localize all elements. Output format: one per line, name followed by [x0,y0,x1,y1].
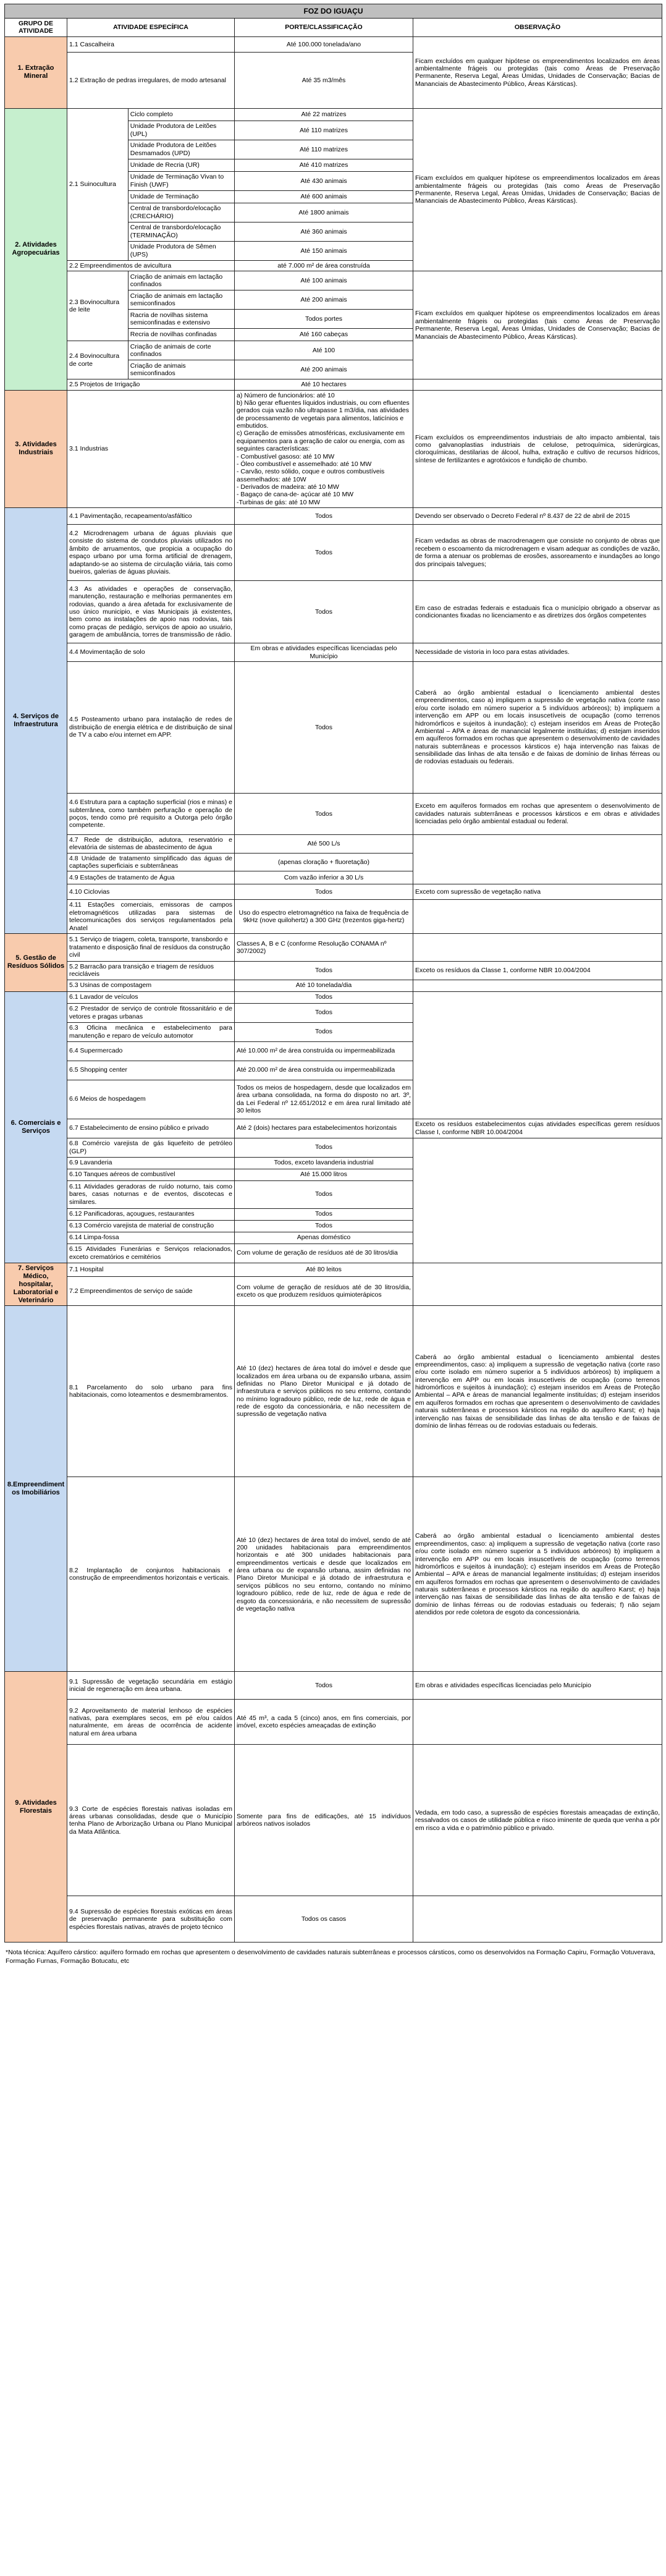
size-cell: Todos os casos [235,1896,413,1943]
activity-cell: 9.4 Supressão de espécies florestais exóticas em áreas de preservação permanente para substituição com espécies florestais nativas, através de projeto técnico [67,1896,235,1943]
size-line: b) Não gerar efluentes líquidos industriais, ou com efluentes gerados cuja vazão não ultrapasse 1 m3/dia, nas atividades de processamento de vegetais para alimentos, laticínios e embutidos. [237,399,410,430]
size-line: - Bagaço de cana-de- açúcar até 10 MW [237,491,354,499]
size-cell: Até 1800 animais [235,203,413,222]
size-cell: Todos [235,1180,413,1208]
table-row [5,36,662,52]
activity-cell: 8.1 Parcelamento do solo urbano para fins habitacionais, como loteamentos e desmembramentos. [67,1306,235,1477]
size-cell [235,390,413,508]
activity-cell: 2.5 Projetos de Irrigação [67,379,235,390]
table-row [5,884,662,900]
size-cell: Até 22 matrizes [235,108,413,121]
activity-cell: 4.2 Microdrenagem urbana de águas pluviais que consiste do sistema de condutos pluviais utilizados no âmbito de arruamentos, que propicia a ocupação do espaço urbano por uma forma artificial de drenagem, adaptando-se ao sistema de circulação viária, tais como bueiros, galerias de águas pluviais. [67,525,235,581]
header-observation: OBSERVAÇÃO [413,19,662,37]
size-cell: Todos [235,1003,413,1022]
size-cell: Até 35 m3/mês [235,52,413,108]
size-cell: Até 10 tonelada/dia [235,980,413,991]
size-cell: Todos [235,884,413,900]
sub-activity-cell: Central de transbordo/elocação (CRECHÁRIO) [128,203,234,222]
sub-activity-cell: Criação de animais de corte confinados [128,341,234,360]
size-cell: Até 10 (dez) hectares de área total do imóvel e desde que localizados em área urbana ou de expansão urbana, assim definidas no Plano Diretor Municipal e já dotado de infraestrutura e serviços públicos no seu entorno, contando no mínimo logradouro público, rede de luz, rede de água e rede de esgoto da concessionária, e não necessitem de supressão de vegetação nativa [235,1306,413,1477]
size-cell: Até 430 animais [235,171,413,190]
activity-cell: 5.3 Usinas de compostagem [67,980,235,991]
size-cell: Até 15.000 litros [235,1169,413,1180]
group-label: 6. Comerciais e Serviços [5,991,67,1263]
size-cell: Até 100.000 tonelada/ano [235,36,413,52]
table-row [5,1672,662,1700]
activity-cell: 7.1 Hospital [67,1263,235,1276]
activity-cell: 4.10 Ciclovias [67,884,235,900]
table-row [5,508,662,525]
sub-activity-cell: Unidade de Terminação [128,190,234,203]
header-row [5,19,662,37]
activity-cell: 4.4 Movimentação de solo [67,643,235,662]
observation-cell: Caberá ao órgão ambiental estadual o licenciamento ambiental destes empreendimentos, caso: a) impliquem a supressão de vegetação nativa (corte raso e/ou corte isolado em número superior a 5 indivíduos arbóreos) b) impliquem a intervenção em APP ou em locais insuscetíveis de ocupação (como terrenos hidromórficos e sujeitos à inundação); c) estejam inseridos em Áreas de Proteção Ambiental – APA e áreas de manancial legalmente instituídas; d) estejam inseridos em aquíferos formados em rochas que apresentem o desenvolvimento de cavidades naturais subterrâneas e processos kársticos na região do aquífero Karst; e) haja intervenção nas faixas de sensibilidade das linhas de alta tensão e de faixas de domínio de linhas férreas ou de rodovias estaduais ou federais. [413,1306,662,1477]
size-cell: Até 2 (dois) hectares para estabelecimentos horizontais [235,1119,413,1138]
size-cell: Até 500 L/s [235,834,413,853]
table-row [5,900,662,934]
sub-activity-cell: Unidade Produtora de Leitões (UPL) [128,121,234,140]
group-label: 5. Gestão de Resíduos Sólidos [5,933,67,991]
size-cell: Até 150 animais [235,241,413,260]
activity-cell: 4.6 Estrutura para a captação superficial (rios e minas) e subterrânea, como também perfuração e operação de poços, tendo como pré requisito a Outorga pelo órgão competente. [67,793,235,834]
activity-cell: 6.5 Shopping center [67,1061,235,1080]
size-cell: Com volume de geração de resíduos até de 30 litros/dia [235,1244,413,1263]
activity-group-cell [67,108,235,260]
observation-cell: Exceto os resíduos da Classe 1, conforme NBR 10.004/2004 [413,961,662,980]
size-line: -Turbinas de gás: até 10 MW [237,498,321,506]
size-cell: Em obras e atividades específicas licenciadas pelo Município [235,643,413,662]
observation-cell: Ficam vedadas as obras de macrodrenagem que consiste no conjunto de obras que recebem o escoamento da microdrenagem e visam adequar as condições de vazão, de forma a atenuar os problemas de erosões, assoreamento e inundações ao longo dos principais talvegues; [413,525,662,581]
activity-subtable [67,109,234,260]
activity-subtable [67,341,234,379]
size-cell: Todos [235,793,413,834]
activity-cell: 6.12 Panificadoras, açougues, restaurantes [67,1208,235,1220]
observation-cell: Exceto com supressão de vegetação nativa [413,884,662,900]
observation-cell [413,980,662,991]
observation-cell: Ficam excluídos os empreendimentos industriais de alto impacto ambiental, tais como galvanoplastias industriais de celulose, petroquímica, siderúrgicas, cloroquímicas, destilarias de álcool, hulha, extração e cultivo de recursos hídricos, síntese de fertilizantes e agrotóxicos e fundição de chumbo. [413,390,662,508]
table-row [5,1477,662,1672]
header-activity: ATIVIDADE ESPECÍFICA [67,19,235,37]
table-row [5,379,662,390]
table-body [5,4,662,1943]
technical-note: *Nota técnica: Aquífero cárstico: aquífero formado em rochas que apresentem o desenvolvimento de cavidades naturais subterrâneas e processos cársticos, como os desenvolvidos na Formação Capiru, Formação Votuverava, Formação Furnas, Formação Botucatu, etc [6,1949,655,1965]
activity-subtable [67,271,234,341]
table-row [5,991,662,1003]
table-row [5,980,662,991]
observation-cell: Em obras e atividades específicas licenciadas pelo Município [413,1672,662,1700]
header-size: PORTE/CLASSIFICAÇÃO [235,19,413,37]
observation-cell: Em caso de estradas federais e estaduais fica o município obrigado a observar as condicionantes fixadas no licenciamento e as diretrizes dos órgãos competentes [413,581,662,643]
size-cell: Apenas doméstico [235,1232,413,1244]
activity-cell: 6.7 Estabelecimento de ensino público e privado [67,1119,235,1138]
observation-cell: Devendo ser observado o Decreto Federal nº 8.437 de 22 de abril de 2015 [413,508,662,525]
activity-cell: 6.14 Limpa-fossa [67,1232,235,1244]
group-label: 2. Atividades Agropecuárias [5,108,67,390]
group-label: 4. Serviços de Infraestrutura [5,508,67,934]
observation-cell: Vedada, em todo caso, a supressão de espécies florestais ameaçadas de extinção, ressalvados os casos de utilidade pública e risco iminente de queda que venha a pôr em risco a vida e o patrimônio público e privado. [413,1745,662,1896]
size-cell: Todos [235,1220,413,1232]
header-group: GRUPO DE ATIVIDADE [5,19,67,37]
table-row [5,1700,662,1745]
size-cell: Até 45 m³, a cada 5 (cinco) anos, em fins comerciais, por imóvel, exceto espécies ameaçadas de extinção [235,1700,413,1745]
sub-activity-cell: Racria de novilhas sistema semiconfinadas e extensivo [128,310,234,329]
table-row [5,390,662,508]
size-cell: Até 80 leitos [235,1263,413,1276]
observation-cell [413,1700,662,1745]
size-cell: Até 100 [235,341,413,360]
activity-cell: 6.11 Atividades geradoras de ruído noturno, tais como bares, casas noturnas e de eventos, discotecas e similares. [67,1180,235,1208]
group-label: 3. Atividades Industriais [5,390,67,508]
title-row [5,4,662,19]
observation-cell: Ficam excluídos em qualquer hipótese os empreendimentos localizados em áreas ambientalmente frágeis ou protegidas (tais como Áreas de Preservação Permanente, Reserva Legal, Áreas Úmidas, Unidades de Conservação; Bacias de Mananciais de Abastecimento Público, Áreas Kársticas). [413,271,662,379]
activity-cell: 6.13 Comércio varejista de material de construção [67,1220,235,1232]
activity-cell: 5.1 Serviço de triagem, coleta, transporte, transbordo e tratamento e disposição final de resíduos da construção civil [67,933,235,961]
size-cell: Todos portes [235,310,413,329]
sub-activity-cell: Unidade Produtora de Sêmen (UPS) [128,241,234,260]
sub-activity-cell: Unidade Produtora de Leitões Desmamados (UPD) [128,140,234,159]
size-cell: Somente para fins de edificações, até 15 indivíduos arbóreos nativos isolados [235,1745,413,1896]
size-cell: Todos os meios de hospedagem, desde que localizados em área urbana consolidada, na forma do disposto no art. 3º, da Lei Federal nº 12.651/2012 e em área rural limitado até 30 leitos [235,1080,413,1119]
group-label: 1. Extração Mineral [5,36,67,108]
activity-cell: 6.6 Meios de hospedagem [67,1080,235,1119]
table-row [5,961,662,980]
activity-cell: 4.7 Rede de distribuição, adutora, reservatório e elevatória de sistemas de abastecimento de água [67,834,235,853]
size-cell: Até 10.000 m² de área construída ou impermeabilizada [235,1041,413,1061]
sub-activity-cell: Unidade de Terminação Vivan to Finish (UWF) [128,171,234,190]
sub-activity-cell: Criação de animais em lactação semiconfinados [128,290,234,310]
size-cell: até 7.000 m² de área construída [235,260,413,271]
activity-cell: 5.2 Barracão para transição e triagem de resíduos recicláveis [67,961,235,980]
activity-cell: 6.9 Lavanderia [67,1157,235,1169]
size-line: - Carvão, resto sólido, coque e outros combustíveis assemelhados: até 10W [237,468,385,483]
size-cell: Todos [235,661,413,793]
sub-activity-cell: Ciclo completo [128,109,234,121]
activity-cell: 4.8 Unidade de tratamento simplificado das águas de captações superficiais e subterrâneas [67,853,235,871]
activity-cell: 4.5 Posteamento urbano para instalação de redes de distribuição de energia elétrica e de distribuição de sinal de TV a cabo e/ou internet em APP. [67,661,235,793]
activity-group-cell [67,271,235,341]
table-row [5,793,662,834]
sub-activity-cell: Central de transbordo/elocação (TERMINAÇÃO) [128,222,234,241]
observation-cell [413,1896,662,1943]
table-row [5,1306,662,1477]
table-row [5,834,662,853]
activity-cell: 9.2 Aproveitamento de material lenhoso de espécies nativas, para exemplares secos, em pé e/ou caídos naturalmente, em áreas de ocorrência de acidente natural em área urbana [67,1700,235,1745]
activity-cell: 6.4 Supermercado [67,1041,235,1061]
observation-cell: Necessidade de vistoria in loco para estas atividades. [413,643,662,662]
observation-cell: Exceto os resíduos estabelecimentos cujas atividades específicas gerem resíduos Classe I, conforme NBR 10.004/2004 [413,1119,662,1138]
size-cell: Com vazão inferior a 30 L/s [235,871,413,884]
size-cell: Todos [235,1022,413,1041]
activity-cell: 2.4 Bovinocultura de corte [67,341,128,379]
table-row [5,1119,662,1138]
activities-table [4,4,662,1943]
size-cell: Uso do espectro eletromagnético na faixa de frequência de 9kHz (nove quilohertz) a 300 GHz (trezentos giga-hertz) [235,900,413,934]
table-row [5,108,662,121]
activity-cell: 6.15 Atividades Funerárias e Serviços relacionados, exceto crematórios e cemitérios [67,1244,235,1263]
license-table-sheet [4,4,662,1966]
size-cell: Até 110 matrizes [235,121,413,140]
group-label: 7. Serviços Médico, hospitalar, Laboratorial e Veterinário [5,1263,67,1306]
table-row [5,271,662,290]
size-cell: Todos [235,991,413,1003]
observation-cell [413,1263,662,1306]
table-row [5,1745,662,1896]
activity-cell: 2.2 Empreendimentos de avicultura [67,260,235,271]
size-cell: Todos [235,1208,413,1220]
size-cell: Até 360 animais [235,222,413,241]
activity-cell: 2.3 Bovinocultura de leite [67,271,128,341]
size-line: a) Número de funcionários: até 10 [237,391,335,399]
activity-cell: 6.8 Comércio varejista de gás liquefeito de petróleo (GLP) [67,1138,235,1157]
table-row [5,1138,662,1157]
size-cell: Todos [235,508,413,525]
activity-cell: 4.9 Estações de tratamento de Água [67,871,235,884]
sub-activity-cell: Unidade de Recria (UR) [128,159,234,171]
observation-cell: Caberá ao órgão ambiental estadual o licenciamento ambiental destes empreendimentos, caso: a) impliquem a supressão de vegetação nativa (corte raso e/ou corte isolado em número superior a 5 indivíduos arbóreos) b) impliquem a intervenção em APP ou em locais insuscetíveis de ocupação (como terrenos hidromórficos e sujeitos à inundação); c) estejam inseridos em Áreas de Proteção Ambiental – APA e áreas de manancial legalmente instituídas; d) estejam inseridos em aquíferos formados em rochas que apresentem o desenvolvimento de cavidades naturais subterrâneas e processos kársticos na região do aquífero Karst; e) haja intervenção nas faixas de sensibilidade das linhas de alta tensão e de faixas de domínio de linhas férreas ou de rodovias estaduais ou federais; f) não sejam atendidos por rede coletora de esgoto da concessionária. [413,1477,662,1672]
observation-cell: Ficam excluídos em qualquer hipótese os empreendimentos localizados em áreas ambientalmente frágeis ou protegidas (tais como Áreas de Preservação Permanente, Reserva Legal, Áreas Úmidas, Unidades de Conservação; Bacias de Mananciais de Abastecimento Público, Áreas Kársticas). [413,36,662,108]
observation-cell: Caberá ao órgão ambiental estadual o licenciamento ambiental destes empreendimentos, caso a) impliquem a supressão de vegetação nativa (corte raso e/ou corte isolado em número superior a 5 indivíduos arbóreos); b) impliquem a intervenção em APP ou em locais insuscetíveis de ocupação (como terrenos hidromórficos e sujeitos à inundação); c) estejam inseridos em Áreas de Proteção Ambiental – APA e áreas de manancial legalmente instituídas; d) estejam inseridos em aquíferos formados em rochas que apresentem o desenvolvimento de cavidades naturais subterrâneas e processos kársticos e) haja intervenção nas faixas de sensibilidade das linhas de alta tensão e de faixas de domínio de linhas férreas ou de rodovias estaduais ou federais. [413,661,662,793]
size-cell: Todos [235,961,413,980]
table-row [5,581,662,643]
activity-cell: 6.3 Oficina mecânica e estabelecimento para manutenção e reparo de veículo automotor [67,1022,235,1041]
table-row [5,933,662,961]
size-cell: Classes A, B e C (conforme Resolução CONAMA nº 307/2002) [235,933,413,961]
observation-cell [413,834,662,884]
size-cell: Até 110 matrizes [235,140,413,159]
size-cell: Todos [235,1138,413,1157]
activity-cell: 8.2 Implantação de conjuntos habitacionais e construção de empreendimentos horizontais e verticais. [67,1477,235,1672]
size-cell: Até 100 animais [235,271,413,290]
sub-activity-cell: Recria de novilhas confinadas [128,329,234,341]
activity-cell: 4.11 Estações comerciais, emissoras de campos eletromagnéticos utilizadas para sistemas de telecomunicações dos serviços regulamentados pela Anatel [67,900,235,934]
table-row [5,643,662,662]
observation-cell [413,933,662,961]
observation-cell: Exceto em aquíferos formados em rochas que apresentem o desenvolvimento de cavidades naturais subterrâneas e processos kársticos e em obras e atividades licenciadas pelo órgão ambiental estadual ou federal. [413,793,662,834]
size-cell: Até 10 (dez) hectares de área total do imóvel, sendo de até 200 unidades habitacionais para empreendimentos horizontais e até 300 unidades habitacionais para empreendimentos verticais e desde que localizados em área urbana ou de expansão urbana, assim definidas no Plano Diretor Municipal e já dotado de infraestrutura e serviços públicos no seu entorno, contando no mínimo logradouro público, rede de luz, rede de água e rede de esgoto da concessionária, e não necessitem de supressão de vegetação nativa [235,1477,413,1672]
activity-group-cell [67,341,235,379]
size-cell: Até 600 animais [235,190,413,203]
size-line: - Combustível gasoso: até 10 MW [237,452,335,460]
observation-cell [413,991,662,1119]
observation-cell [413,379,662,390]
activity-cell: 6.10 Tanques aéreos de combustível [67,1169,235,1180]
observation-cell [413,900,662,934]
sub-row [67,341,234,360]
size-cell: Todos [235,581,413,643]
activity-cell: 3.1 Industrias [67,390,235,508]
size-cell: Todos, exceto lavanderia industrial [235,1157,413,1169]
observation-cell [413,1138,662,1263]
activity-cell: 6.1 Lavador de veículos [67,991,235,1003]
sub-activity-cell: Criação de animais semiconfinados [128,360,234,379]
activity-cell: 9.1 Supressão de vegetação secundária em estágio inicial de regeneração em área urbana. [67,1672,235,1700]
activity-cell: 9.3 Corte de espécies florestais nativas isoladas em áreas urbanas consolidadas, desde que o Município tenha Plano de Arborização Urbana ou Plano Municipal da Mata Atlântica. [67,1745,235,1896]
activity-cell: 7.2 Empreendimentos de serviço de saúde [67,1276,235,1306]
activity-cell: 4.3 As atividades e operações de conservação, manutenção, restauração e melhorias permanentes em rodovias, quando a área afetada for exclusivamente de uso único municipio, e vias Municipais já existentes, bem como as instalações de apoio nas rodovias, tais como praças de pedágio, serviços de apoio ao usuário, garagem de ambulância, torres de transmissão de rádio. [67,581,235,643]
table-title: FOZ DO IGUAÇU [5,4,662,19]
size-cell: Até 200 animais [235,360,413,379]
size-line: c) Geração de emissões atmosféricas, exclusivamente em equipamentos para a geração de calor ou energia, com as seguintes características: [237,430,405,453]
table-row [5,661,662,793]
size-cell: Até 160 cabeças [235,329,413,341]
activity-cell: 1.1 Cascalheira [67,36,235,52]
observation-cell: Ficam excluídos em qualquer hipótese os empreendimentos localizados em áreas ambientalmente frágeis ou protegidas (tais como Áreas de Preservação Permanente, Reserva Legal, Áreas Úmidas, Unidades de Conservação; Bacias de Mananciais de Abastecimento Público, Áreas Kársticas). [413,108,662,271]
size-line: - Óleo combustível e assemelhado: até 10 MW [237,460,372,468]
size-line: - Derivados de madeira: até 10 MW [237,483,339,491]
table-row [5,1263,662,1276]
size-cell: Todos [235,1672,413,1700]
size-cell: Todos [235,525,413,581]
size-cell: Com volume de geração de resíduos até de 30 litros/dia, exceto os que produzem resíduos quimioterápicos [235,1276,413,1306]
group-label: 8.Empreendimentos Imobiliários [5,1306,67,1672]
size-cell: Até 410 matrizes [235,159,413,171]
table-row [5,525,662,581]
activity-cell: 4.1 Pavimentação, recapeamento/asfáltico [67,508,235,525]
activity-cell: 2.1 Suinocultura [67,109,128,260]
sub-row [67,271,234,290]
activity-cell: 1.2 Extração de pedras irregulares, de modo artesanal [67,52,235,108]
group-label: 9. Atividades Florestais [5,1672,67,1943]
size-cell: (apenas cloração + fluoretação) [235,853,413,871]
sub-activity-cell: Criação de animais em lactação confinados [128,271,234,290]
sub-row [67,109,234,121]
activity-cell: 6.2 Prestador de serviço de controle fitossanitário e de vetores e pragas urbanas [67,1003,235,1022]
size-cell: Até 20.000 m² de área construída ou impermeabilizada [235,1061,413,1080]
size-cell: Até 10 hectares [235,379,413,390]
table-row [5,1896,662,1943]
size-cell: Até 200 animais [235,290,413,310]
